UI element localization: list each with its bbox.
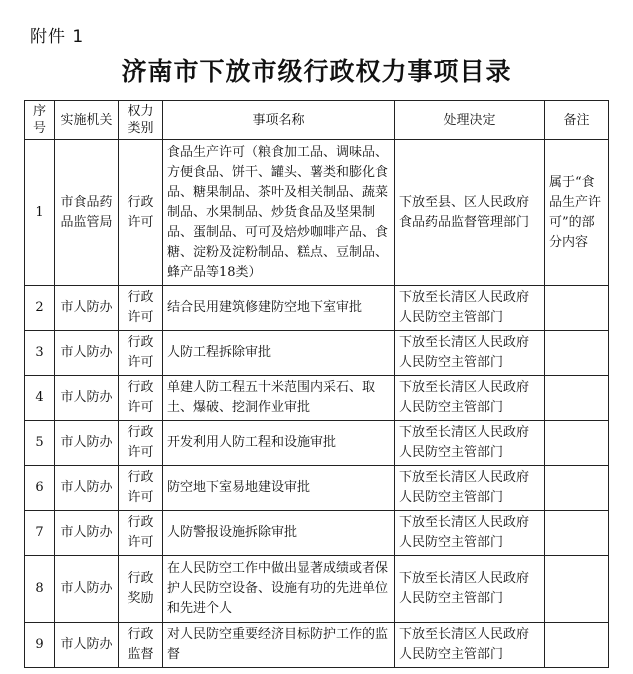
serial-number-cell: 7	[25, 511, 55, 556]
category-cell: 行政许可	[119, 331, 163, 376]
serial-number-cell: 3	[25, 331, 55, 376]
category-cell: 行政许可	[119, 466, 163, 511]
agency-cell: 市人防办	[55, 466, 119, 511]
remarks-cell	[545, 511, 609, 556]
category-cell: 行政奖励	[119, 556, 163, 623]
table-row	[25, 286, 609, 331]
serial-number-cell: 2	[25, 286, 55, 331]
serial-number-cell: 1	[25, 140, 55, 286]
serial-number-cell: 5	[25, 421, 55, 466]
remarks-cell	[545, 376, 609, 421]
decision-cell: 下放至长清区人民政府人民防空主管部门	[395, 556, 545, 623]
table-header-row	[25, 101, 609, 140]
table-row	[25, 623, 609, 668]
power-catalog-table	[24, 100, 609, 668]
item-name-cell: 人防警报设施拆除审批	[163, 511, 395, 556]
remarks-cell	[545, 623, 609, 668]
item-name-cell: 单建人防工程五十米范围内采石、取土、爆破、挖洞作业审批	[163, 376, 395, 421]
table-row	[25, 511, 609, 556]
item-name-cell: 结合民用建筑修建防空地下室审批	[163, 286, 395, 331]
table-row	[25, 376, 609, 421]
agency-cell: 市人防办	[55, 511, 119, 556]
decision-cell: 下放至长清区人民政府人民防空主管部门	[395, 421, 545, 466]
category-cell: 行政许可	[119, 511, 163, 556]
decision-cell: 下放至县、区人民政府食品药品监督管理部门	[395, 140, 545, 286]
item-name-cell: 在人民防空工作中做出显著成绩或者保护人民防空设备、设施有功的先进单位和先进个人	[163, 556, 395, 623]
table-row	[25, 421, 609, 466]
serial-number-cell: 6	[25, 466, 55, 511]
decision-cell: 下放至长清区人民政府人民防空主管部门	[395, 331, 545, 376]
remarks-cell	[545, 466, 609, 511]
decision-cell: 下放至长清区人民政府人民防空主管部门	[395, 286, 545, 331]
item-name-cell: 对人民防空重要经济目标防护工作的监督	[163, 623, 395, 668]
agency-cell: 市人防办	[55, 376, 119, 421]
decision-cell: 下放至长清区人民政府人民防空主管部门	[395, 376, 545, 421]
category-cell: 行政许可	[119, 421, 163, 466]
category-cell: 行政许可	[119, 140, 163, 286]
agency-cell: 市人防办	[55, 286, 119, 331]
item-name-cell: 食品生产许可（粮食加工品、调味品、方便食品、饼干、罐头、薯类和膨化食品、糖果制品、茶叶及相关制品、蔬菜制品、水果制品、炒货食品及坚果制品、蛋制品、可可及焙炒咖啡产品、食糖、淀粉及淀粉制品、糕点、豆制品、蜂产品等18类）	[163, 140, 395, 286]
decision-cell: 下放至长清区人民政府人民防空主管部门	[395, 511, 545, 556]
header-power-category: 权力类别	[119, 101, 163, 140]
agency-cell: 市人防办	[55, 623, 119, 668]
document-title: 济南市下放市级行政权力事项目录	[121, 57, 512, 86]
item-name-cell: 防空地下室易地建设审批	[163, 466, 395, 511]
remarks-cell	[545, 331, 609, 376]
remarks-cell	[545, 421, 609, 466]
table-row	[25, 466, 609, 511]
table-row	[25, 140, 609, 286]
category-cell: 行政监督	[119, 623, 163, 668]
table-row	[25, 331, 609, 376]
decision-cell: 下放至长清区人民政府人民防空主管部门	[395, 466, 545, 511]
attachment-label: 附件 1	[30, 27, 85, 47]
category-cell: 行政许可	[119, 376, 163, 421]
header-item-name: 事项名称	[163, 101, 395, 140]
agency-cell: 市人防办	[55, 556, 119, 623]
agency-cell: 市食品药品监管局	[55, 140, 119, 286]
header-decision: 处理决定	[395, 101, 545, 140]
header-serial-number: 序号	[25, 101, 55, 140]
remarks-cell	[545, 556, 609, 623]
header-remarks: 备注	[545, 101, 609, 140]
category-cell: 行政许可	[119, 286, 163, 331]
serial-number-cell: 8	[25, 556, 55, 623]
table-row	[25, 556, 609, 623]
item-name-cell: 人防工程拆除审批	[163, 331, 395, 376]
remarks-cell	[545, 286, 609, 331]
header-implementing-agency: 实施机关	[55, 101, 119, 140]
decision-cell: 下放至长清区人民政府人民防空主管部门	[395, 623, 545, 668]
agency-cell: 市人防办	[55, 331, 119, 376]
remarks-cell: 属于“食品生产许可”的部分内容	[545, 140, 609, 286]
item-name-cell: 开发利用人防工程和设施审批	[163, 421, 395, 466]
agency-cell: 市人防办	[55, 421, 119, 466]
serial-number-cell: 4	[25, 376, 55, 421]
serial-number-cell: 9	[25, 623, 55, 668]
